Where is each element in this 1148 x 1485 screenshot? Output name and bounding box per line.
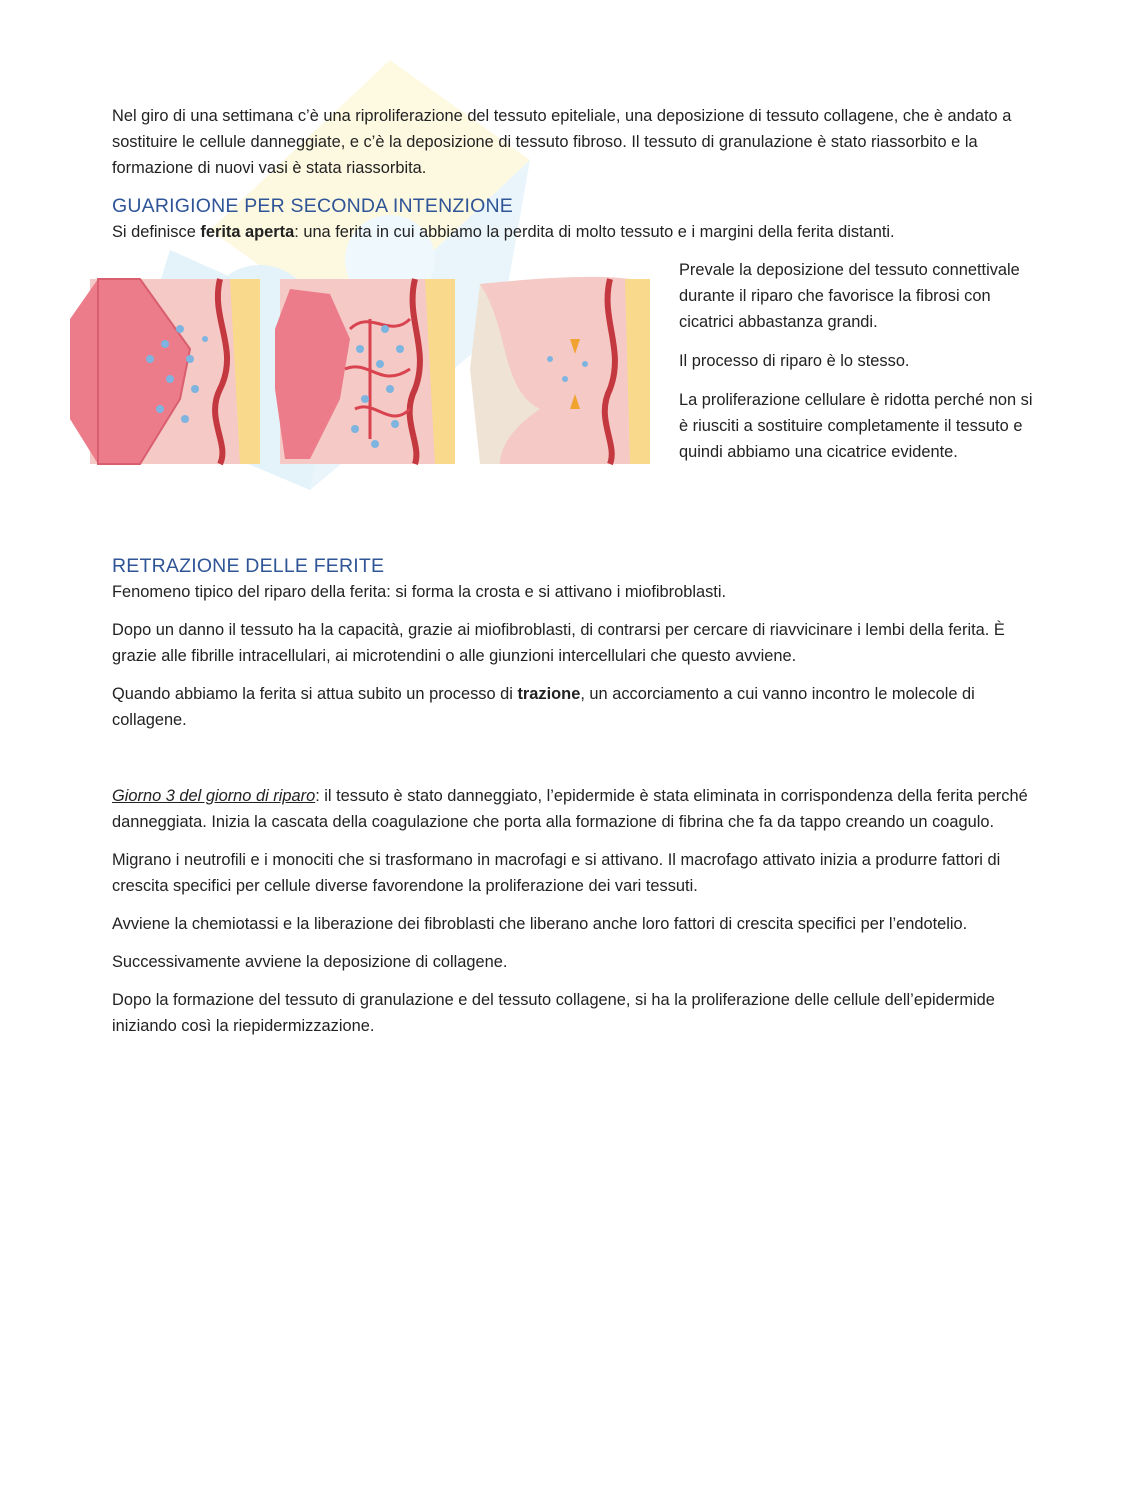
spacer (112, 745, 1034, 783)
retrazione-paragraph-1: Fenomeno tipico del riparo della ferita: si forma la crosta e si attivano i miofibroblasti. (112, 583, 727, 601)
giorno-3-text: : il tessuto è stato danneggiato, l’epidermide è stata eliminata in corrispondenza della ferita perché danneggiata. Inizia la cascata della coagulazione che porta alla formazione di fibrina che fa da tappo creando un coagulo. (112, 787, 1028, 831)
giorno-3-paragraph (112, 783, 1034, 835)
section-heading-guarigione: GUARIGIONE PER SECONDA INTENZIONE (112, 195, 513, 217)
p3-suffix: , un accorciamento a cui vanno incontro le molecole di collagene. (112, 685, 975, 729)
panel-3 (470, 277, 650, 464)
side-paragraph-1: Prevale la deposizione del tessuto connettivale durante il riparo che favorisce la fibrosi con cicatrici abbastanza grandi. (679, 261, 1020, 331)
p3-prefix: Quando abbiamo la ferita si attua subito un processo di (112, 685, 518, 703)
chemiotassi-paragraph: Avviene la chemiotassi e la liberazione dei fibroblasti che liberano anche loro fattori di crescita specifici per l’endotelio. (112, 915, 968, 933)
document-body (112, 103, 1034, 1051)
definition-bold-term: ferita aperta (200, 223, 295, 241)
riepidermizzazione-paragraph: Dopo la formazione del tessuto di granulazione e del tessuto collagene, si ha la proliferazione delle cellule dell’epidermide iniziando così la riepidermizzazione. (112, 991, 995, 1035)
p3-bold-term: trazione (517, 685, 581, 703)
figure-row (112, 257, 1034, 547)
panel-2 (275, 279, 455, 464)
collagene-paragraph: Successivamente avviene la deposizione di collagene. (112, 953, 508, 971)
giorno-3-label: Giorno 3 del giorno di riparo (112, 787, 316, 805)
migrazione-paragraph: Migrano i neutrofili e i monociti che si trasformano in macrofagi e si attivano. Il macrofago attivato inizia a produrre fattori di crescita specifici per cellule diverse favorendone la proliferazione dei vari tessuti. (112, 851, 1001, 895)
side-text (679, 257, 1039, 478)
retrazione-paragraph-3 (112, 681, 1034, 733)
side-paragraph-3: La proliferazione cellulare è ridotta perché non si è riusciti a sostituire completamente il tessuto e quindi abbiamo una cicatrice evidente. (679, 391, 1033, 461)
panel-1 (70, 279, 260, 464)
definition-suffix: : una ferita in cui abbiamo la perdita di molto tessuto e i margini della ferita distanti. (294, 223, 895, 241)
side-paragraph-2: Il processo di riparo è lo stesso. (679, 352, 910, 370)
definition-prefix: Si definisce (112, 223, 201, 241)
section-heading-retrazione: RETRAZIONE DELLE FERITE (112, 555, 385, 577)
intro-paragraph: Nel giro di una settimana c’è una riproliferazione del tessuto epiteliale, una deposizione di tessuto collagene, che è andato a sostituire le cellule danneggiate, e c’è la deposizione di tessuto fibroso. Il tessuto di granulazione è stato riassorbito e la formazione di nuovi vasi è stata riassorbita. (112, 107, 1012, 177)
retrazione-paragraph-2: Dopo un danno il tessuto ha la capacità, grazie ai miofibroblasti, di contrarsi per cercare di riavvicinare i lembi della ferita. È grazie alle fibrille intracellulari, ai microtendini o alle giunzioni intercellulari che questo avviene. (112, 621, 1005, 665)
wound-healing-illustration (70, 269, 664, 471)
definition-paragraph (112, 219, 1034, 245)
